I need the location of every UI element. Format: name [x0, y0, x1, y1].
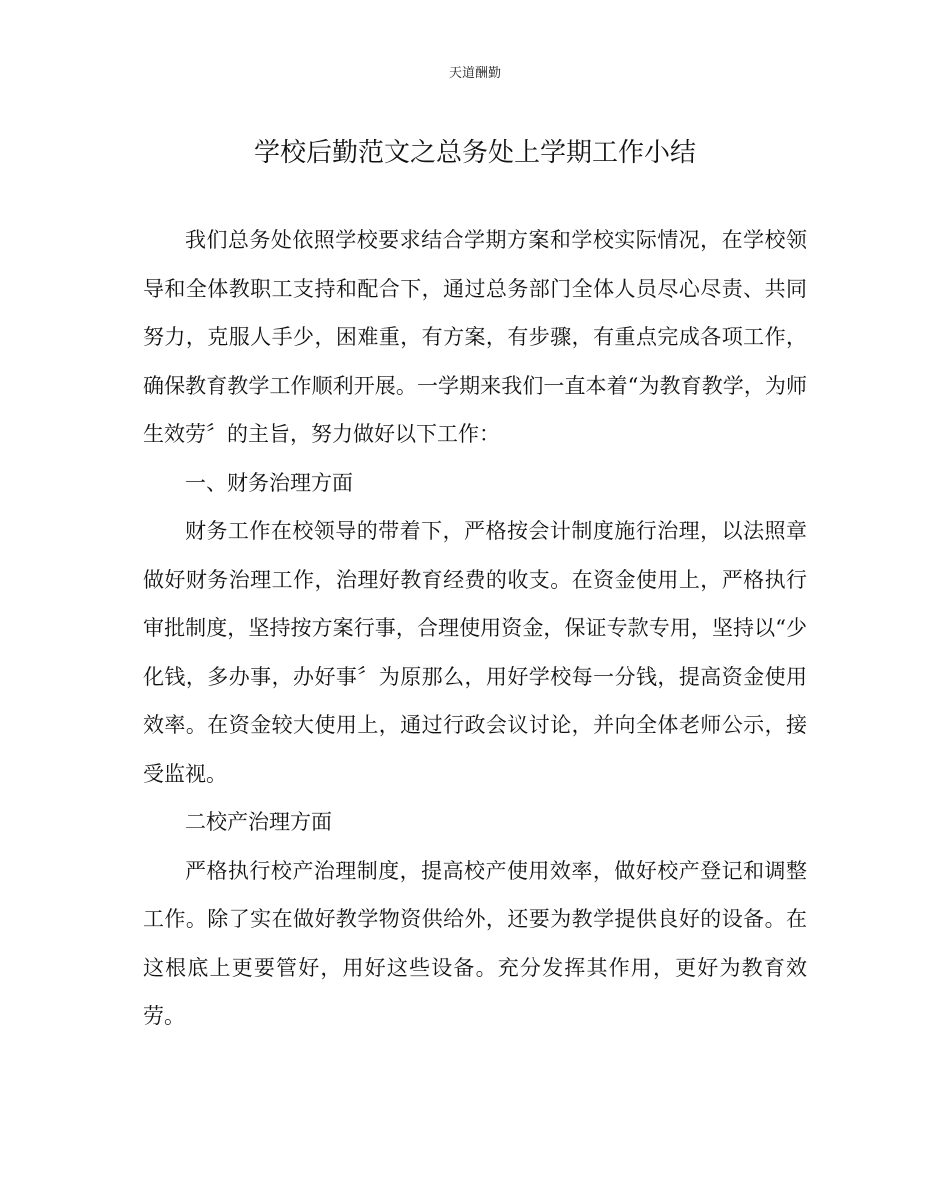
- section-heading-finance: 一、财务治理方面: [185, 470, 353, 495]
- paragraph-property: 严格执行校产治理制度，提高校产使用效率，做好校产登记和调整工作。除了实在做好教学物资供给外，还要为教学提供良好的设备。在这根底上更要管好，用好这些设备。充分发挥其作用，更好为教育效劳。: [143, 858, 807, 1028]
- document-body: [143, 216, 807, 1041]
- paragraph-intro: 我们总务处依照学校要求结合学期方案和学校实际情况，在学校领导和全体教职工支持和配合下，通过总务部门全体人员尽心尽责、共同努力，克服人手少，困难重，有方案，有步骤，有重点完成各项工作，确保教育教学工作顺利开展。一学期来我们一直本着“为教育教学，为师生效劳〞的主旨，努力做好以下工作：: [143, 228, 807, 446]
- page-header: 天道酬勤: [448, 66, 501, 81]
- paragraph-finance: 财务工作在校领导的带着下，严格按会计制度施行治理，以法照章做好财务治理工作，治理好教育经费的收支。在资金使用上，严格执行审批制度，坚持按方案行事，合理使用资金，保证专款专用，坚持以“少化钱，多办事，办好事〞为原那么，用好学校每一分钱，提高资金使用效率。在资金较大使用上，通过行政会议讨论，并向全体老师公示，接受监视。: [143, 519, 807, 786]
- document-title: 学校后勤范文之总务处上学期工作小结: [253, 138, 696, 168]
- section-heading-property: 二校产治理方面: [185, 810, 332, 834]
